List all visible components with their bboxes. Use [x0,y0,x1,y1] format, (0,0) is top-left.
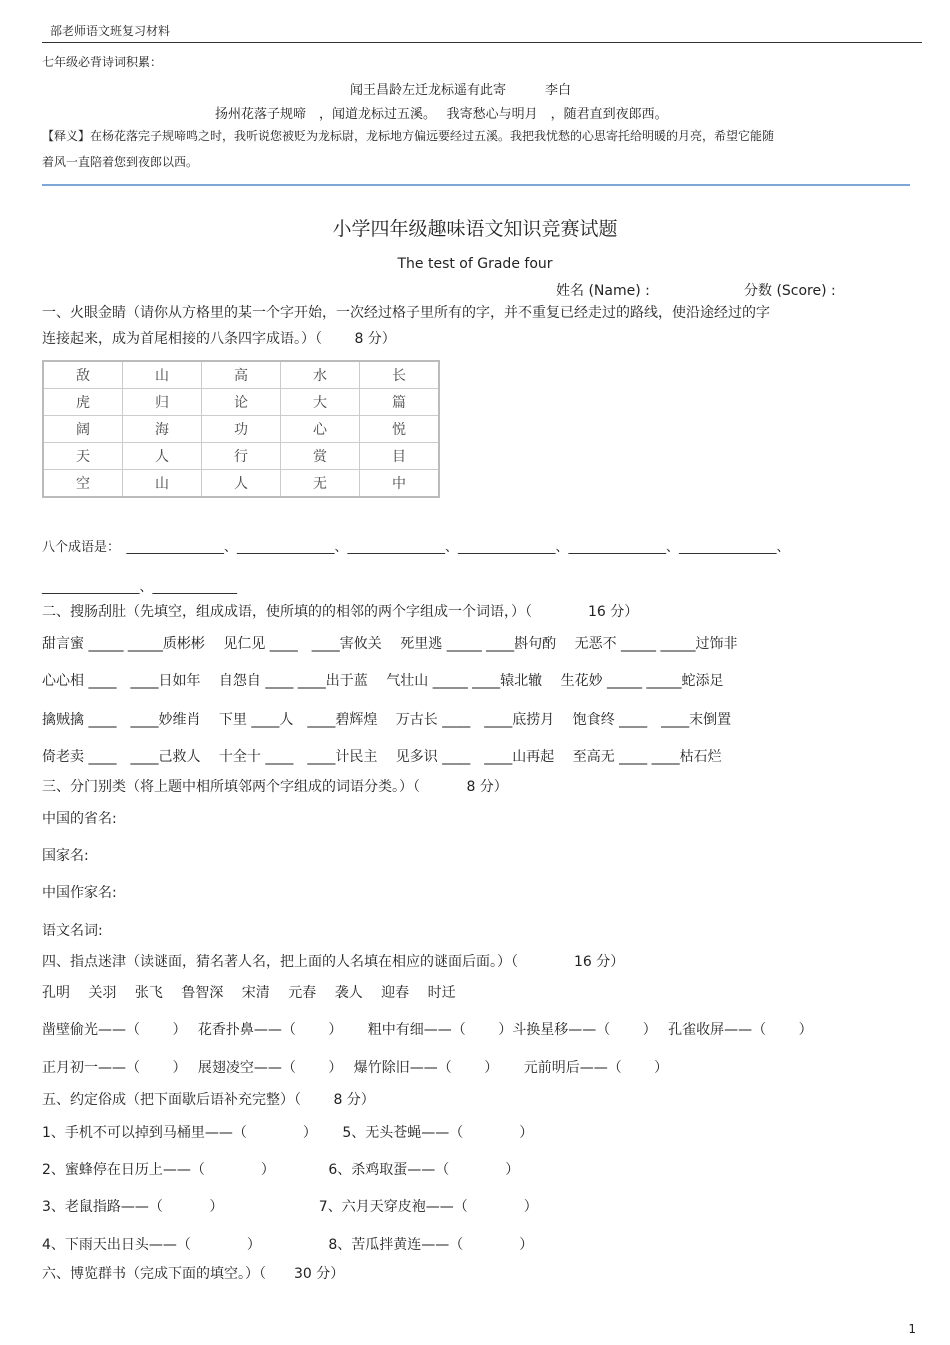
sec4-heading: 四、指点迷津（读谜面，猜名著人名，把上面的人名填在相应的谜面后面。）（ 16 分） [42,954,625,970]
grid-cell: 空 [43,470,123,498]
exam-title: 小学四年级趣味语文知识竞赛试题 [332,218,618,240]
sec5-row: 3、老鼠指路——（ ） 7、六月天穿皮袍——（ ） [42,1199,538,1215]
grid-cell: 水 [281,361,360,389]
grid-row [43,361,439,389]
grid-cell: 大 [281,389,360,416]
grid-row [43,389,439,416]
sec3-item-writers: 中国作家名: [42,885,117,901]
grid-cell: 功 [202,416,281,443]
sec2-heading: 二、搜肠刮肚（先填空，组成成语，使所填的的相邻的两个字组成一个词语，）（ 16 分） [42,604,639,620]
grid-cell: 阔 [43,416,123,443]
grid-cell: 人 [202,470,281,498]
sec5-row: 2、蜜蜂停在日历上——（ ） 6、杀鸡取蛋——（ ） [42,1162,520,1178]
sec2-row: 心心相 ____ ____日如年 自怨自 ____ ____出于蓝 气壮山 _____ ____辕北辙 生花妙 _____ _____蛇添足 [42,673,724,689]
sec5-row: 4、下雨天出日头——（ ） 8、苦瓜拌黄连——（ ） [42,1237,534,1253]
grid-cell: 虎 [43,389,123,416]
grid-cell: 无 [281,470,360,498]
grid-cell: 悦 [360,416,440,443]
sec6-heading: 六、博览群书（完成下面的填空。）（ 30 分） [42,1266,345,1282]
grid-cell: 论 [202,389,281,416]
sec2-row: 擒贼擒 ____ ____妙维肖 下里 ____人 ____碧辉煌 万古长 ____ ____底捞月 饱食终 ____ ____末倒置 [42,712,732,728]
grid-row [43,470,439,498]
grid-cell: 目 [360,443,440,470]
sec2-row: 倚老卖 ____ ____己救人 十全十 ____ ____计民主 见多识 ____ ____山再起 至高无 ____ ____枯石烂 [42,749,722,765]
sec1-heading-line1: 一、火眼金睛（请你从方格里的某一个字开始，一次经过格子里所有的字，并不重复已经走过的路线，使沿途经过的字 [42,305,770,321]
grid-cell: 人 [123,443,202,470]
sec2-row: 甜言蜜 _____ _____质彬彬 见仁见 ____ ____害攸关 死里逃 _____ ____斟句酌 无恶不 _____ _____过饰非 [42,636,738,652]
sec1-heading-line2: 连接起来，成为首尾相接的八条四字成语。）（ 8 分） [42,331,396,347]
sec3-heading: 三、分门别类（将上题中相所填邻两个字组成的词语分类。）（ 8 分） [42,779,508,795]
grid-cell: 篇 [360,389,440,416]
poem-title: 闻王昌龄左迁龙标遥有此寄 李白 [350,83,572,98]
character-grid [42,360,440,498]
grid-cell: 中 [360,470,440,498]
grid-row [43,416,439,443]
exam-subtitle: The test of Grade four [397,256,553,272]
poem-intro: 七年级必背诗词积累： [42,55,163,69]
score-label: 分数 (Score) : [744,283,836,299]
grid-cell: 天 [43,443,123,470]
grid-cell: 心 [281,416,360,443]
poem-note-line1: 【释义】在杨花落完子规啼鸣之时，我听说您被贬为龙标尉，龙标地方偏远要经过五溪。我把我忧愁的心思寄托给明暖的月亮，希望它能随 [42,129,775,143]
header-divider [42,42,922,43]
idiom-answer-line1: 八个成语是： _______________、_______________、_______________、_______________、_______________、_______________、 [42,540,790,555]
poem-note-line2: 着风一直陪着您到夜郎以西。 [42,155,199,169]
sec4-names: 孔明 关羽 张飞 鲁智深 宋清 元春 袭人 迎春 时迁 [42,985,456,1001]
grid-cell: 海 [123,416,202,443]
page-number: 1 [908,1322,916,1336]
grid-cell: 归 [123,389,202,416]
sec5-heading: 五、约定俗成（把下面歇后语补充完整）（ 8 分） [42,1092,375,1108]
grid-row [43,443,439,470]
grid-cell: 山 [123,361,202,389]
sec5-row: 1、手机不可以掉到马桶里——（ ） 5、无头苍蝇——（ ） [42,1125,534,1141]
sec3-item-countries: 国家名: [42,848,89,864]
grid-cell: 行 [202,443,281,470]
grid-cell: 山 [123,470,202,498]
sec3-item-terms: 语文名词: [42,923,103,939]
grid-cell: 高 [202,361,281,389]
sec4-riddle-row: 正月初一——（ ） 展翅凌空——（ ） 爆竹除旧——（ ） 元前明后——（ ） [42,1060,669,1076]
poem-verse: 扬州花落子规啼 ，闻道龙标过五溪。 我寄愁心与明月 ，随君直到夜郎西。 [215,107,668,122]
name-label: 姓名 (Name) : [556,283,650,299]
grid-cell: 敌 [43,361,123,389]
sec3-item-provinces: 中国的省名: [42,811,117,827]
grid-cell: 长 [360,361,440,389]
grid-cell: 赏 [281,443,360,470]
sec4-riddle-row: 凿壁偷光——（ ） 花香扑鼻——（ ） 粗中有细——（ ）斗换星移——（ ） 孔雀收屏——（ ） [42,1022,813,1038]
idiom-answer-line2: _______________、_____________ [42,580,238,595]
section-divider [42,184,910,186]
page-header-title: 部老师语文班复习材料 [50,24,171,38]
